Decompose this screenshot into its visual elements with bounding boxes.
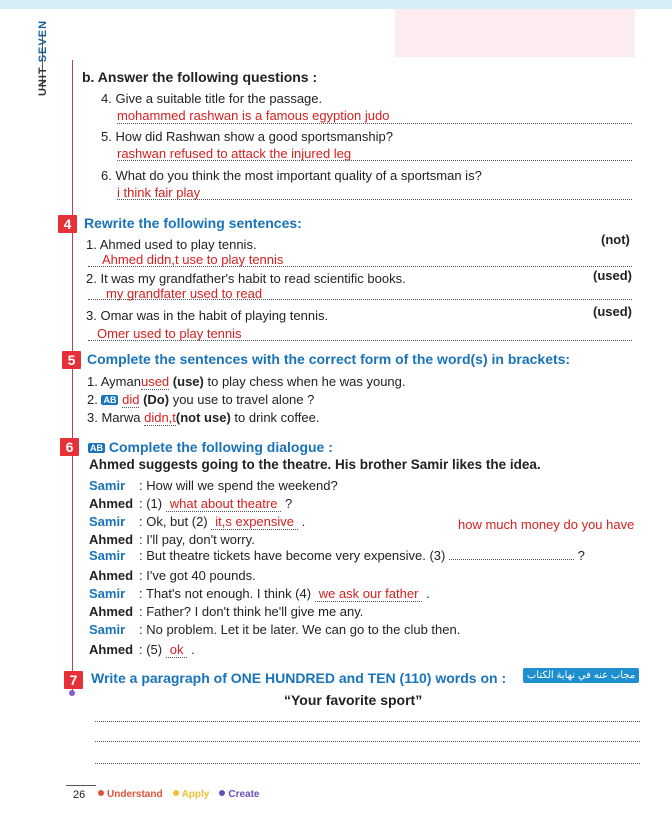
section-7-title: Write a paragraph of ONE HUNDRED and TEN (110) words on : [91,670,507,686]
dialogue-text: : No problem. Let it be later. We can go to the club then. [139,622,461,637]
dialogue-punct: ? [573,548,585,563]
complete-3-word: (not use) [175,410,231,425]
question-6: 6. What do you think the most important quality of a sportsman is? [101,168,482,183]
dialogue-punct: ? [281,496,293,511]
rewrite-2-answer: my grandfater used to read [106,286,263,301]
answer-6: i think fair play [117,185,201,200]
speaker-name: Ahmed [89,532,134,547]
dialogue-line [89,568,256,583]
rewrite-3: 3. Omar was in the habit of playing tennis. [86,308,329,323]
paragraph-topic: “Your favorite sport” [284,692,423,708]
dialogue-punct: . [422,586,430,601]
speaker-name: Samir [89,622,126,637]
speaker-name: Samir [89,478,126,493]
dialogue-punct: . [187,642,195,657]
dialogue-line [89,514,305,529]
page-number: 26 [73,789,86,801]
rewrite-2-hint: (used) [593,268,632,283]
dialogue-answer: how much money do you have [458,517,635,532]
speaker-name: Samir [89,514,126,529]
dialogue-text: : How will we spend the weekend? [139,478,338,493]
answer-line [449,559,574,560]
section-5-title: Complete the sentences with the correct form of the word(s) in brackets: [87,351,571,367]
margin-rule [72,60,73,692]
rewrite-1-hint: (not) [601,232,630,247]
unit-tab [22,19,50,97]
rewrite-3-answer: Omer used to play tennis [97,326,242,341]
section-5-number: 5 [62,351,81,369]
header-decoration [395,9,635,57]
answer-line [88,266,632,267]
skill-legend [98,789,269,800]
answer-line [88,340,632,341]
rewrite-1: 1. Ahmed used to play tennis. [86,237,257,252]
legend-label: Understand [107,789,163,800]
section-6-title: Complete the following dialogue : [108,439,333,455]
writing-line [95,741,640,742]
complete-3-answer: didn,t [144,410,176,425]
section-6-number: 6 [60,438,79,456]
section-4-title: Rewrite the following sentences: [84,215,302,231]
legend-dot-icon [173,790,179,796]
complete-3 [87,410,319,425]
top-band [0,0,672,9]
writing-line [95,721,640,722]
speaker-name: Ahmed [89,604,134,619]
speaker-name: Ahmed [89,568,134,583]
rewrite-1-answer: Ahmed didn,t use to play tennis [102,252,284,267]
dialogue-line [89,532,255,547]
legend-label: Apply [181,789,210,800]
dialogue-text: : But theatre tickets have become very expensive. (3) [139,548,449,563]
complete-1 [87,374,406,389]
create-marker [69,690,75,696]
dialogue-line [89,642,195,657]
question-5: 5. How did Rashwan show a good sportsmanship? [101,129,393,144]
dialogue-answer: we ask our father [315,586,423,602]
dialogue-answer: it,s expensive [211,514,298,530]
complete-1-post: to play chess when he was young. [207,374,406,389]
section-4-number: 4 [58,215,77,233]
complete-2-pre: 2. [87,392,98,407]
writing-line [95,763,640,764]
speaker-name: Ahmed [89,642,134,657]
dialogue-text: : That's not enough. I think (4) [139,586,315,601]
dialogue-intro: Ahmed suggests going to the theatre. His brother Samir likes the idea. [89,457,541,472]
legend-item [219,789,259,800]
answer-4: mohammed rashwan is a famous egyption judo [117,108,390,123]
legend-item [98,789,163,800]
answer-line [88,299,632,300]
legend-label: Create [228,789,260,800]
complete-2-word: (Do) [143,392,170,407]
dialogue-answer: ok [166,642,188,658]
complete-3-post: to drink coffee. [234,410,320,425]
dialogue-line [89,478,338,493]
section-7-number: 7 [64,671,83,689]
complete-2-answer: did [122,392,140,407]
complete-2 [87,392,314,407]
complete-3-pre: 3. Marwa [87,410,141,425]
unit-word: UNIT [37,66,50,97]
speaker-name: Samir [89,548,126,563]
dialogue-text: : Ok, but (2) [139,514,212,529]
answer-line [117,199,632,200]
complete-2-post: you use to travel alone ? [172,392,315,407]
legend-dot-icon [219,790,225,796]
speaker-name: Samir [89,586,126,601]
dialogue-text: : (1) [139,496,166,511]
legend-dot-icon [98,790,104,796]
question-4: 4. Give a suitable title for the passage. [101,91,323,106]
dialogue-text: : I'll pay, don't worry. [139,532,255,547]
dialogue-text: : Father? I don't think he'll give me any. [139,604,364,619]
complete-1-word: (use) [172,374,204,389]
ab-tag: AB [90,443,103,453]
dialogue-text: : (5) [139,642,166,657]
dialogue-line [89,604,363,619]
footer-rule [66,785,96,786]
unit-number: SEVEN [37,19,50,63]
rewrite-2: 2. It was my grandfather's habit to read scientific books. [86,271,406,286]
dialogue-line [89,586,430,601]
dialogue-text: : I've got 40 pounds. [139,568,256,583]
answer-line [117,160,632,161]
dialogue-answer: what about theatre [166,496,282,512]
section-6-title-row [88,439,333,455]
ab-tag: AB [103,395,117,405]
dialogue-punct: . [298,514,306,529]
complete-1-pre: 1. Ayman [87,374,141,389]
speaker-name: Ahmed [89,496,134,511]
dialogue-line [89,622,460,637]
complete-1-answer: used [140,374,170,389]
rewrite-3-hint: (used) [593,304,632,319]
dialogue-line [89,496,292,511]
answer-5: rashwan refused to attack the injured leg [117,146,352,161]
answer-key-badge: مجاب عنه في نهاية الكتاب [523,668,639,683]
answer-line [117,123,632,124]
legend-item [173,789,210,800]
section-b-title: b. Answer the following questions : [82,69,318,85]
